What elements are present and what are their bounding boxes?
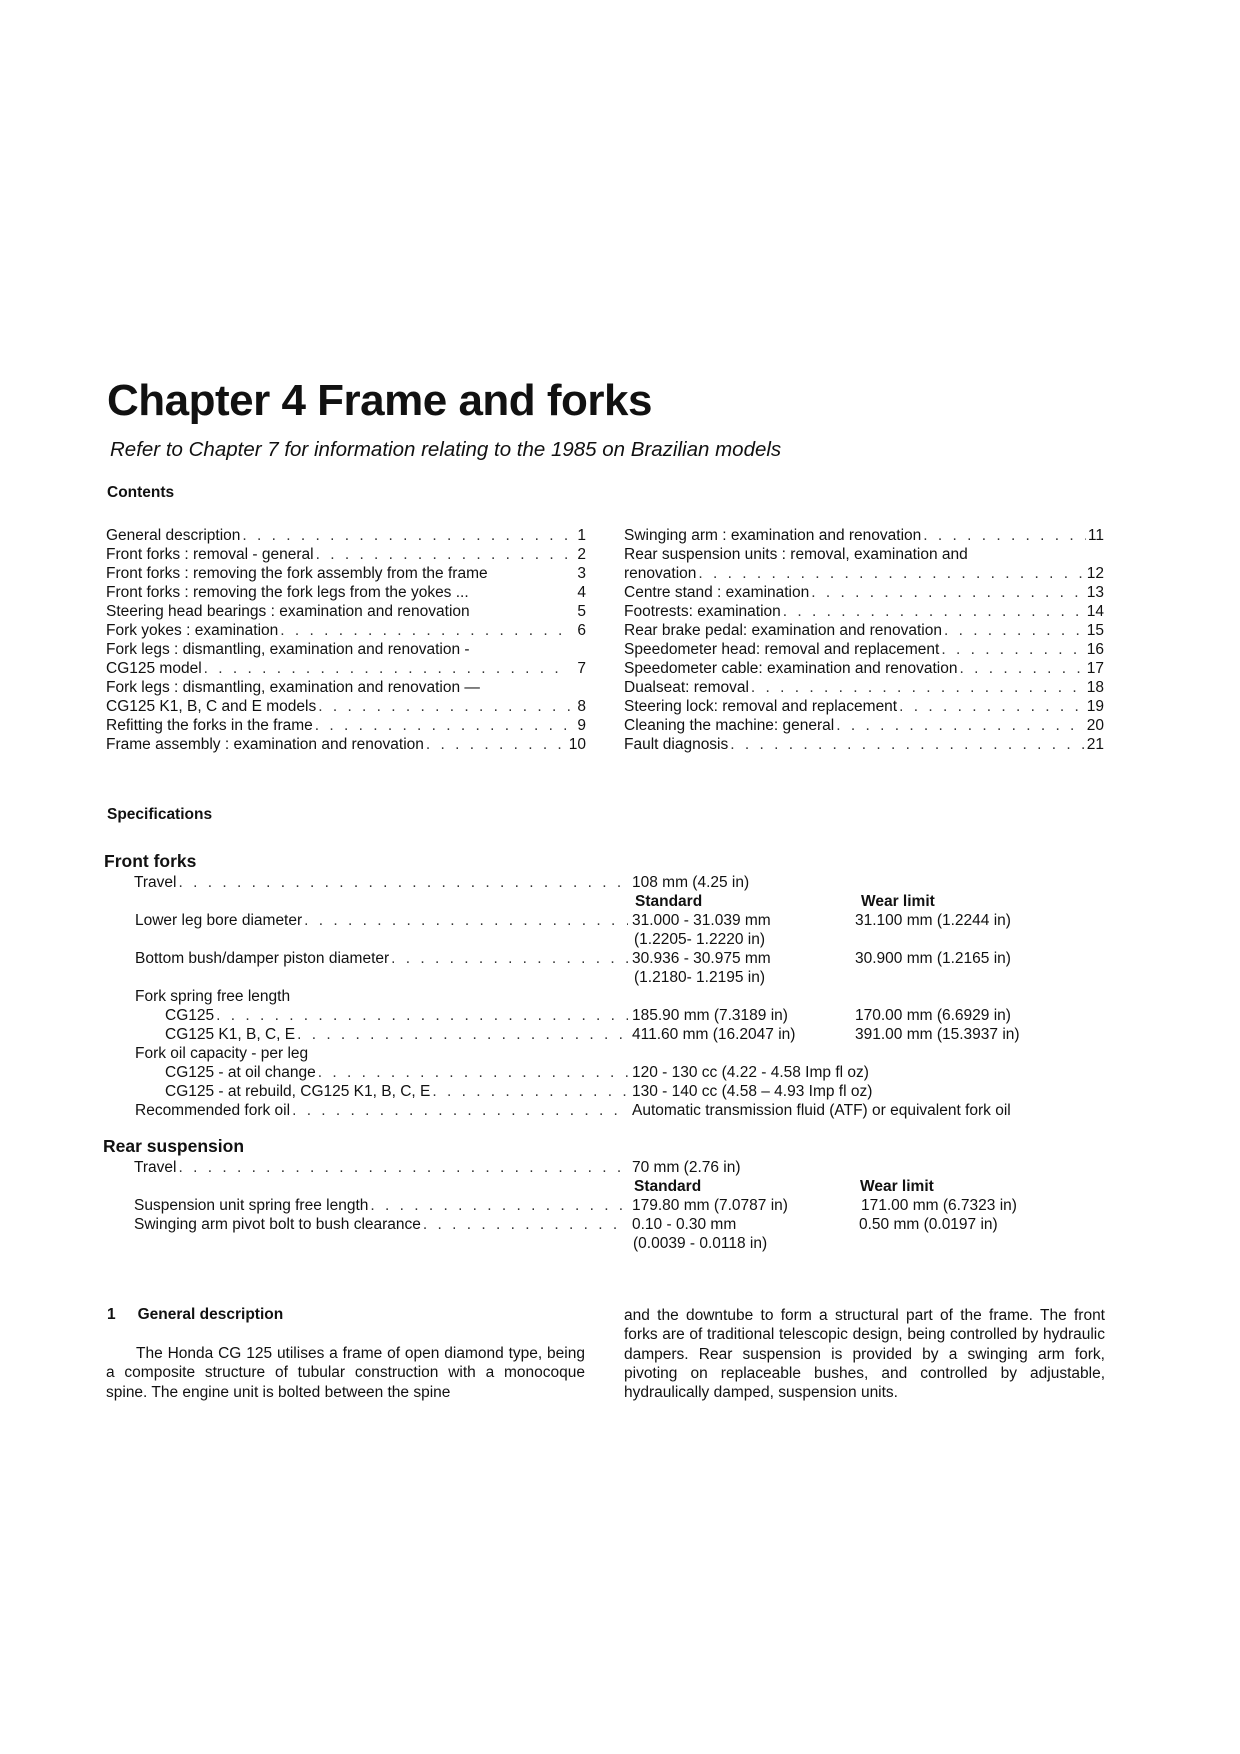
rs-spring-row: [0, 1196, 1240, 1215]
contents-leader: [811, 583, 1085, 602]
contents-entry-text: Centre stand : examination: [624, 584, 810, 601]
ff-column-headers: [0, 892, 1240, 911]
contents-entry: [106, 735, 586, 754]
contents-leader: [242, 526, 570, 545]
contents-entry: [624, 735, 1104, 754]
ff-oil-rebuild-row: [0, 1082, 1240, 1101]
rs-pivot-label: Swinging arm pivot bolt to bush clearance: [134, 1216, 421, 1233]
ff-bottom-bush-std-in: (1.2180- 1.2195 in): [634, 969, 765, 986]
contents-leader: [469, 583, 572, 602]
contents-leader: [923, 526, 1086, 545]
contents-entry: [106, 716, 586, 735]
contents-entry-number: 9: [577, 717, 586, 734]
contents-leader: [280, 621, 570, 640]
contents-entry-text: Speedometer cable: examination and renovation: [624, 660, 958, 677]
ff-oil-rebuild-value: 130 - 140 cc (4.58 – 4.93 Imp fl oz): [632, 1083, 873, 1100]
contents-entry-number: 3: [577, 565, 586, 582]
section-1-title: General description: [137, 1306, 284, 1323]
contents-entry: [624, 716, 1104, 735]
contents-leader: [698, 564, 1084, 583]
contents-entry-text: Fork yokes : examination: [106, 622, 279, 639]
contents-leader: [315, 716, 570, 735]
contents-entry: [106, 659, 586, 678]
ff-travel-label: Travel: [134, 874, 177, 891]
ff-rec-oil-value: Automatic transmission fluid (ATF) or equivalent fork oil: [632, 1102, 1011, 1119]
ff-lower-leg-wear: 31.100 mm (1.2244 in): [855, 912, 1011, 929]
contents-leader: [426, 735, 567, 754]
contents-leader: [316, 545, 570, 564]
rs-pivot-row-2: [0, 1234, 1240, 1253]
contents-leader: [470, 602, 572, 621]
rs-pivot-wear: 0.50 mm (0.0197 in): [859, 1216, 998, 1233]
ff-spring-cg125-row: [0, 1006, 1240, 1025]
rs-pivot-std: 0.10 - 0.30 mm: [632, 1216, 737, 1233]
contents-leader: [783, 602, 1085, 621]
section-1-number: 1: [107, 1306, 116, 1323]
page-title: Chapter 4 Frame and forks: [107, 376, 652, 425]
ff-col-wear: Wear limit: [861, 893, 935, 910]
contents-leader: [751, 678, 1085, 697]
ff-spring-k1-label: CG125 K1, B, C, E: [165, 1026, 296, 1043]
contents-entry-text: Dualseat: removal: [624, 679, 749, 696]
contents-leader: [899, 697, 1085, 716]
rs-travel-value: 70 mm (2.76 in): [632, 1159, 741, 1176]
contents-entry-text: Rear brake pedal: examination and renovation: [624, 622, 942, 639]
rs-pivot-std-in: (0.0039 - 0.0118 in): [633, 1235, 768, 1252]
contents-entry: [624, 659, 1104, 678]
contents-entry: [106, 564, 586, 583]
ff-bottom-bush-row: [0, 949, 1240, 968]
contents-entry-number: 10: [568, 736, 586, 753]
contents-entry-text: Cleaning the machine: general: [624, 717, 835, 734]
contents-entry: [106, 526, 586, 545]
contents-entry-text: Speedometer head: removal and replacement: [624, 641, 940, 658]
rs-travel-label: Travel: [134, 1159, 177, 1176]
contents-entry-text: renovation: [624, 565, 697, 582]
ff-bottom-bush-std: 30.936 - 30.975 mm: [632, 950, 771, 967]
ff-oil-rebuild-label: CG125 - at rebuild, CG125 K1, B, C, E: [165, 1083, 431, 1100]
contents-entry-text: Fork legs : dismantling, examination and renovation -: [106, 641, 470, 658]
contents-entry-text: Frame assembly : examination and renovation: [106, 736, 424, 753]
page-subtitle: Refer to Chapter 7 for information relating to the 1985 on Brazilian models: [110, 438, 782, 461]
contents-entry-number: 4: [577, 584, 586, 601]
contents-leader: [959, 659, 1084, 678]
contents-entry-number: 5: [577, 603, 586, 620]
ff-oil-change-label: CG125 - at oil change: [165, 1064, 316, 1081]
contents-entry: [624, 678, 1104, 697]
ff-lower-leg-std-in: (1.2205- 1.2220 in): [634, 931, 765, 948]
contents-entry-number: 20: [1086, 717, 1104, 734]
contents-entry-text: Footrests: examination: [624, 603, 781, 620]
contents-entry-number: 6: [577, 622, 586, 639]
ff-bottom-bush-wear: 30.900 mm (1.2165 in): [855, 950, 1011, 967]
contents-entry-number: 8: [577, 698, 586, 715]
contents-entry-number: 12: [1086, 565, 1104, 582]
ff-spring-label: Fork spring free length: [135, 988, 291, 1005]
contents-entry-text: Rear suspension units : removal, examination and: [624, 546, 968, 563]
front-forks-heading: Front forks: [104, 851, 197, 871]
rs-col-wear: Wear limit: [860, 1178, 934, 1195]
rs-pivot-row: [0, 1215, 1240, 1234]
contents-entry-text: Front forks : removing the fork assembly from the frame: [106, 565, 488, 582]
ff-lower-leg-label: Lower leg bore diameter: [135, 912, 303, 929]
ff-lower-leg-row-2: [0, 930, 1240, 949]
ff-oil-change-row: [0, 1063, 1240, 1082]
contents-entry-text: Steering head bearings : examination and renovation: [106, 603, 470, 620]
ff-rec-oil-label: Recommended fork oil: [135, 1102, 291, 1119]
ff-oil-label: Fork oil capacity - per leg: [135, 1045, 309, 1062]
specifications-heading: Specifications: [107, 806, 213, 823]
contents-leader: [836, 716, 1085, 735]
ff-oil-change-value: 120 - 130 cc (4.22 - 4.58 Imp fl oz): [632, 1064, 869, 1081]
contents-entry: [624, 697, 1104, 716]
contents-entry-number: 14: [1086, 603, 1104, 620]
contents-entry: [106, 545, 586, 564]
contents-entry: [624, 602, 1104, 621]
contents-entry-text: CG125 model: [106, 660, 202, 677]
front-forks-specs: [0, 873, 1240, 1120]
ff-oil-row: [0, 1044, 1240, 1063]
ff-spring-row: [0, 987, 1240, 1006]
contents-entry-number: 21: [1086, 736, 1104, 753]
ff-bottom-bush-row-2: [0, 968, 1240, 987]
ff-lower-leg-std: 31.000 - 31.039 mm: [632, 912, 771, 929]
contents-entry-number: 1: [577, 527, 586, 544]
contents-entry: [624, 583, 1104, 602]
rs-spring-wear: 171.00 mm (6.7323 in): [861, 1197, 1017, 1214]
contents-leader: [204, 659, 570, 678]
contents-leader: [941, 640, 1084, 659]
contents-entry-number: 17: [1086, 660, 1104, 677]
ff-spring-k1-row: [0, 1025, 1240, 1044]
ff-spring-k1-std: 411.60 mm (16.2047 in): [632, 1026, 796, 1043]
contents-entry-text: Front forks : removing the fork legs from the yokes ...: [106, 584, 469, 601]
contents-entry-text: Fork legs : dismantling, examination and renovation —: [106, 679, 480, 696]
contents-entry: [106, 640, 586, 659]
section-1-heading: [107, 1306, 283, 1324]
contents-leader: [488, 564, 572, 583]
ff-travel-row: [0, 873, 1240, 892]
contents-entry-number: 18: [1086, 679, 1104, 696]
rs-travel-row: [0, 1158, 1240, 1177]
contents-entry: [624, 564, 1104, 583]
contents-entry-text: Fault diagnosis: [624, 736, 729, 753]
contents-entry: [624, 640, 1104, 659]
contents-entry-text: CG125 K1, B, C and E models: [106, 698, 317, 715]
contents-leader: [944, 621, 1085, 640]
contents-entry: [106, 697, 586, 716]
rear-suspension-heading: Rear suspension: [103, 1136, 245, 1156]
rs-spring-std: 179.80 mm (7.0787 in): [632, 1197, 788, 1214]
contents-entry-number: 16: [1086, 641, 1104, 658]
contents-left-column: [106, 526, 586, 754]
contents-entry: [624, 526, 1104, 545]
contents-entry-number: 15: [1086, 622, 1104, 639]
contents-leader: [730, 735, 1084, 754]
contents-entry: [106, 583, 586, 602]
contents-entry-text: General description: [106, 527, 241, 544]
ff-lower-leg-row: [0, 911, 1240, 930]
contents-entry-number: 19: [1086, 698, 1104, 715]
contents-leader: [318, 697, 570, 716]
rs-column-headers: [0, 1177, 1240, 1196]
ff-spring-cg125-std: 185.90 mm (7.3189 in): [632, 1007, 788, 1024]
contents-entry: [624, 621, 1104, 640]
rear-suspension-specs: [0, 1158, 1240, 1253]
contents-entry-text: Front forks : removal - general: [106, 546, 314, 563]
ff-spring-k1-wear: 391.00 mm (15.3937 in): [855, 1026, 1020, 1043]
contents-entry-number: 13: [1086, 584, 1104, 601]
contents-entry-text: Steering lock: removal and replacement: [624, 698, 898, 715]
section-1-paragraph-left: The Honda CG 125 utilises a frame of open diamond type, being a composite structure of tubular construction with a monocoque spine. The engine unit is bolted between the spine: [106, 1345, 585, 1401]
rs-spring-label: Suspension unit spring free length: [134, 1197, 369, 1214]
contents-entry-number: 7: [577, 660, 586, 677]
contents-entry: [106, 602, 586, 621]
rs-col-standard: Standard: [634, 1178, 702, 1195]
ff-bottom-bush-label: Bottom bush/damper piston diameter: [135, 950, 390, 967]
contents-entry-number: 2: [577, 546, 586, 563]
contents-entry-number: 11: [1087, 527, 1104, 544]
section-1-paragraph-right: and the downtube to form a structural part of the frame. The front forks are of traditional telescopic design, being controlled by hydraulic dampers. Rear suspension is provided by a swinging arm fork, pivoting on replaceable bushes, and controlled by adjustable, hydraulically damped, suspension units.: [624, 1307, 1105, 1402]
contents-entry: [106, 621, 586, 640]
contents-entry: [624, 545, 1104, 564]
contents-entry: [106, 678, 586, 697]
contents-right-column: [624, 526, 1104, 754]
ff-spring-cg125-label: CG125: [165, 1007, 215, 1024]
contents-entry-text: Refitting the forks in the frame: [106, 717, 313, 734]
ff-col-standard: Standard: [635, 893, 703, 910]
ff-rec-oil-row: [0, 1101, 1240, 1120]
ff-travel-value: 108 mm (4.25 in): [632, 874, 750, 891]
contents-heading: Contents: [107, 484, 175, 501]
contents-entry-text: Swinging arm : examination and renovation: [624, 527, 922, 544]
ff-spring-cg125-wear: 170.00 mm (6.6929 in): [855, 1007, 1011, 1024]
